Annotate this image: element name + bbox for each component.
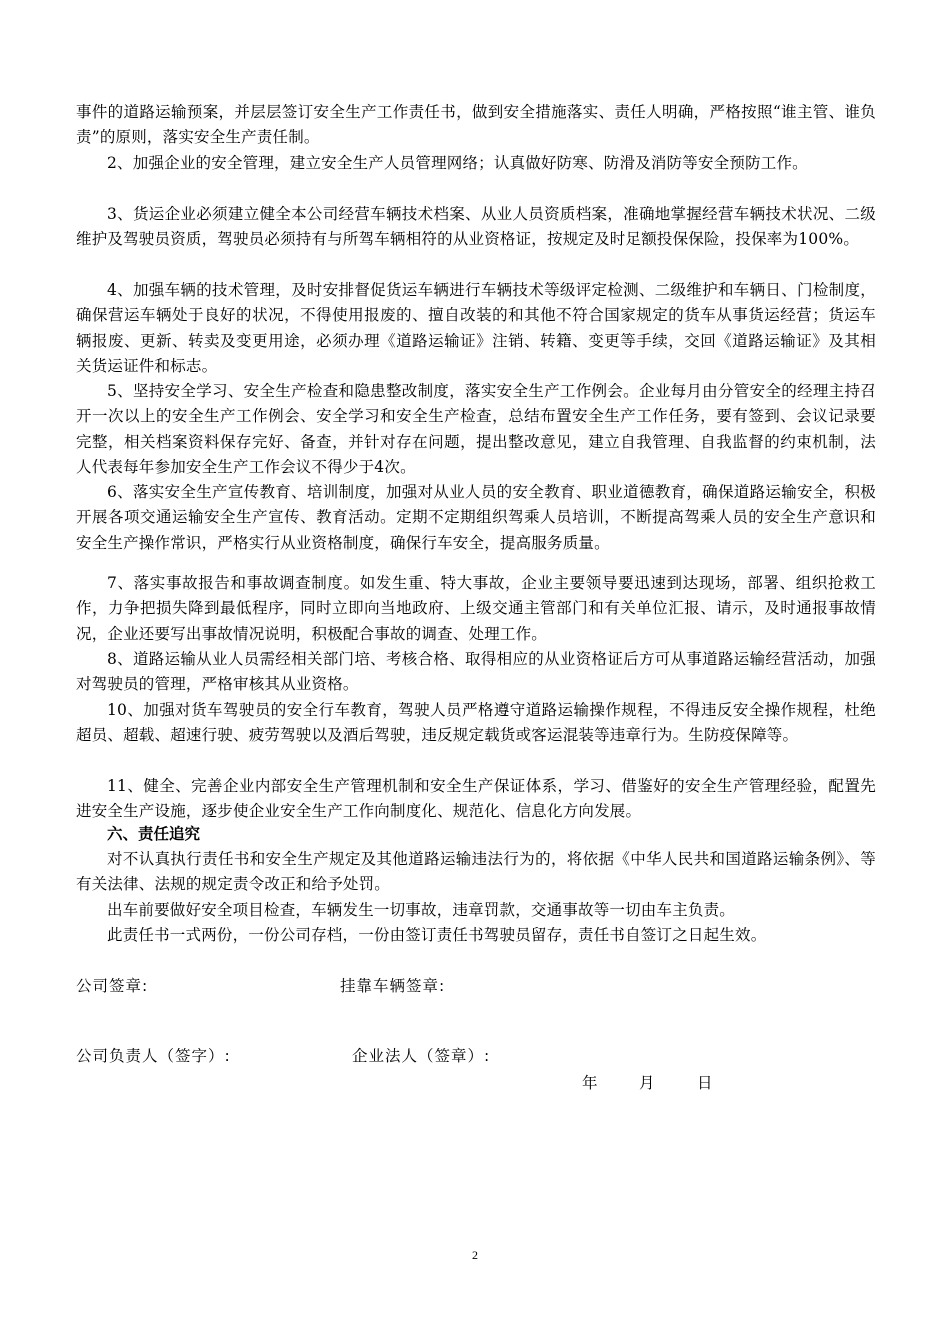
paragraph-item-8: 8、道路运输从业人员需经相关部门培、考核合格、取得相应的从业资格证后方可从事道路运输经营活动，加强对驾驶员的管理，严格审核其从业资格。: [76, 650, 876, 694]
paragraph-item-4: 4、加强车辆的技术管理，及时安排督促货运车辆进行车辆技术等级评定检测、二级维护和车辆日、门检制度，确保营运车辆处于良好的状况，不得使用报废的、擅自改装的和其他不符合国家规定的货车从事货运经营；货运车辆报废、更新、转卖及变更用途，必须办理《道路运输证》注销、转籍、变更等手续，交回《道路运输证》及其相关货运证件和标志。: [76, 281, 876, 376]
paragraph-item-7: 7、落实事故报告和事故调查制度。如发生重、特大事故，企业主要领导要迅速到达现场，部署、组织抢救工作，力争把损失降到最低程序，同时立即向当地政府、上级交通主管部门和有关单位汇报、请示，及时通报事故情况，企业还要写出事故情况说明，积极配合事故的调查、处理工作。: [76, 574, 876, 643]
legal-rep-signature-label: 企业法人（签章）:: [352, 1047, 491, 1065]
section-heading: 六、责任追究: [107, 825, 201, 843]
section-paragraph-copies: 此责任书一式两份，一份公司存档，一份由签订责任书驾驶员留存，责任书自签订之日起生效。: [107, 926, 767, 944]
date-day: 日: [697, 1074, 713, 1092]
paragraph-item-5: 5、坚持安全学习、安全生产检查和隐患整改制度，落实安全生产工作例会。企业每月由分管安全的经理主持召开一次以上的安全生产工作例会、安全学习和安全生产检查，总结布置安全生产工作任务，要有签到、会议记录要完整，相关档案资料保存完好、备查，并针对存在问题，提出整改意见，建立自我管理、自我监督的约束机制，法人代表每年参加安全生产工作会议不得少于4次。: [76, 382, 876, 477]
section-paragraph-inspection: 出车前要做好安全项目检查，车辆发生一切事故，违章罚款，交通事故等一切由车主负责。: [107, 901, 736, 919]
paragraph-item-2: 2、加强企业的安全管理，建立安全生产人员管理网络；认真做好防寒、防滑及消防等安全预防工作。: [107, 154, 808, 172]
company-seal-label: 公司签章:: [76, 977, 149, 995]
section-paragraph-penalty: 对不认真执行责任书和安全生产规定及其他道路运输违法行为的，将依据《中华人民共和国道路运输条例》、等有关法律、法规的规定责令改正和给予处罚。: [76, 850, 876, 894]
paragraph-item-6: 6、落实安全生产宣传教育、培训制度，加强对从业人员的安全教育、职业道德教育，确保道路运输安全，积极开展各项交通运输安全生产宣传、教育活动。定期不定期组织驾乘人员培训，不断提高驾乘人员的安全生产意识和安全生产操作常识，严格实行从业资格制度，确保行车安全，提高服务质量。: [76, 483, 876, 552]
vehicle-seal-label: 挂靠车辆签章:: [340, 977, 446, 995]
page-number: 2: [472, 1248, 478, 1262]
date-month: 月: [639, 1074, 655, 1092]
paragraph-preamble: 事件的道路运输预案，并层层签订安全生产工作责任书，做到安全措施落实、责任人明确，严格按照“谁主管、谁负责”的原则，落实安全生产责任制。: [76, 103, 876, 147]
paragraph-item-10: 10、加强对货车驾驶员的安全行车教育，驾驶人员严格遵守道路运输操作规程，不得违反安全操作规程，杜绝超员、超载、超速行驶、疲劳驾驶以及酒后驾驶，违反规定载货或客运混装等违章行为。生防疫保障等。: [76, 701, 876, 745]
company-head-signature-label: 公司负责人（签字）:: [76, 1047, 231, 1065]
paragraph-item-3: 3、货运企业必须建立健全本公司经营车辆技术档案、从业人员资质档案，准确地掌握经营车辆技术状况、二级维护及驾驶员资质，驾驶员必须持有与所驾车辆相符的从业资格证，按规定及时足额投保保险，投保率为100%。: [76, 205, 876, 249]
paragraph-item-11: 11、健全、完善企业内部安全生产管理机制和安全生产保证体系，学习、借鉴好的安全生产管理经验，配置先进安全生产设施，逐步使企业安全生产工作向制度化、规范化、信息化方向发展。: [76, 777, 876, 821]
date-year: 年: [582, 1074, 598, 1092]
